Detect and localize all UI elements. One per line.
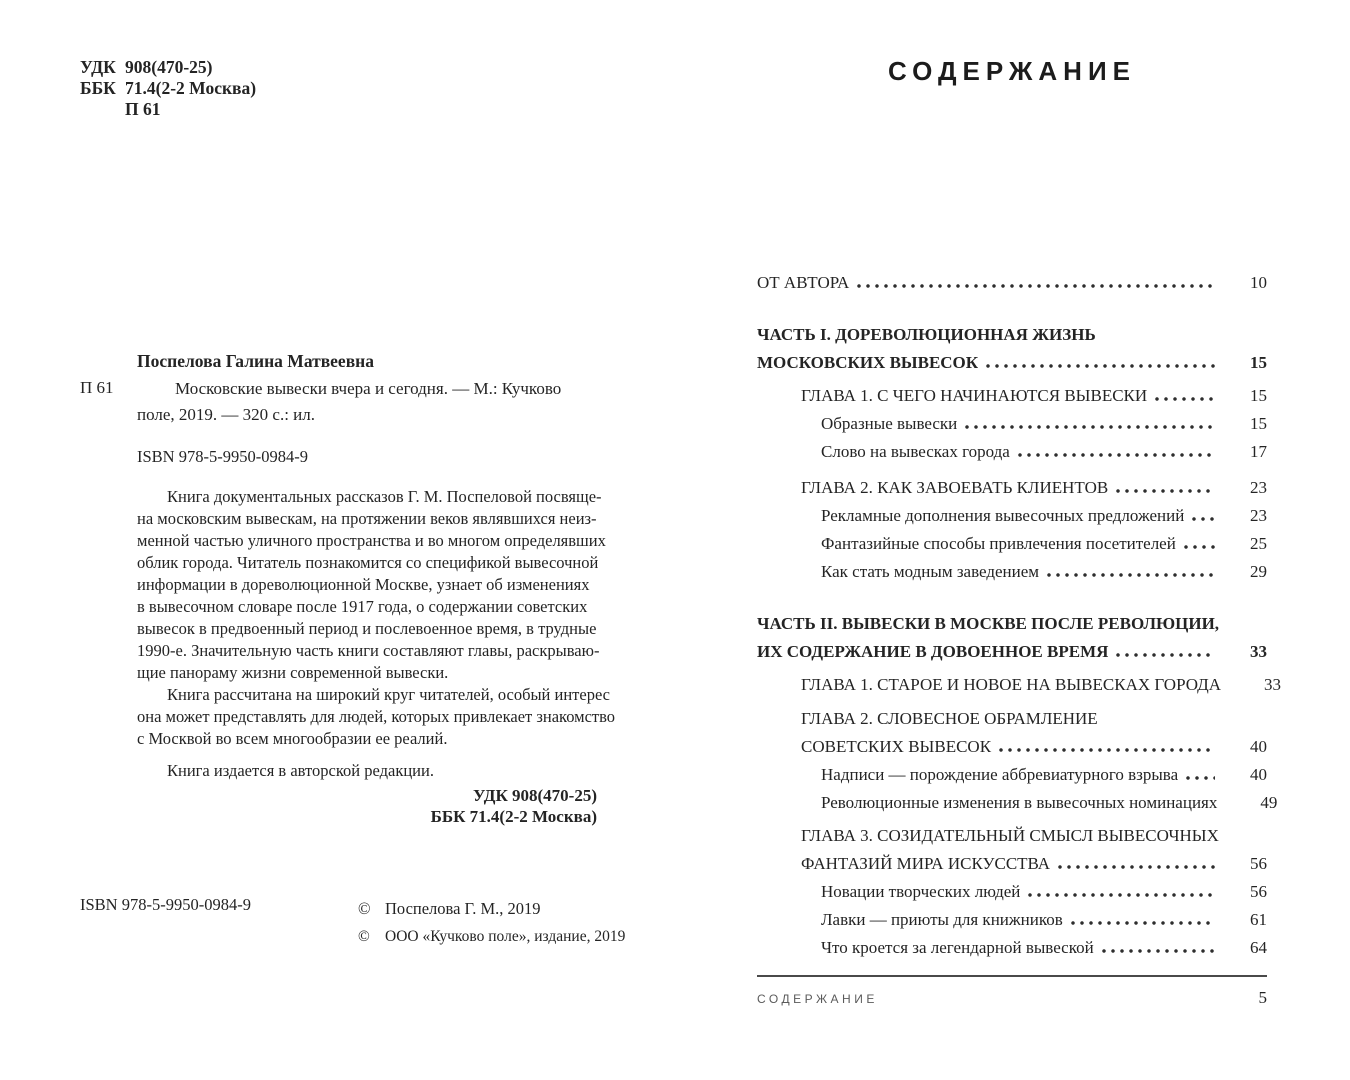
- page-right: [675, 0, 1350, 1080]
- annotation-line: Книга издается в авторской редакции.: [167, 761, 434, 780]
- toc-entry-label: СОВЕТСКИХ ВЫВЕСОК: [801, 737, 992, 756]
- dot-leader: [1116, 483, 1215, 493]
- table-of-contents: [757, 269, 1282, 962]
- copyright-line: [358, 923, 625, 951]
- toc-page-number: 40: [1250, 765, 1267, 784]
- toc-entry-label: Фантазийные способы привлечения посетителей: [821, 534, 1176, 553]
- dot-leader: [1102, 943, 1215, 953]
- toc-entry-part: [757, 321, 1267, 377]
- toc-page-number: 10: [1250, 273, 1267, 292]
- toc-entry-sub: [821, 530, 1267, 558]
- toc-entry-sub: [821, 934, 1267, 962]
- toc-entry-label: ГЛАВА 2. КАК ЗАВОЕВАТЬ КЛИЕНТОВ: [801, 478, 1109, 497]
- bbk-footer-line: ББК 71.4(2-2 Москва): [430, 807, 597, 826]
- toc-entry-sub: [821, 906, 1267, 934]
- dot-leader: [1192, 511, 1215, 521]
- annotation-line: она может представлять для людей, которых привлекает знакомство: [137, 707, 616, 726]
- annotation-line: вывесок в предвоенный период и послевоенное время, в трудные: [137, 619, 597, 638]
- udk-footer-block: [137, 785, 597, 827]
- author-name: Поспелова Галина Матвеевна: [137, 351, 374, 371]
- toc-entry-label: ГЛАВА 1. СТАРОЕ И НОВОЕ НА ВЫВЕСКАХ ГОРОДА: [801, 675, 1222, 694]
- page-footer: [757, 975, 1267, 1008]
- annotation-line: информации в дореволюционной Москве, узнает об изменениях: [137, 575, 590, 594]
- bbk-value: 71.4(2-2 Москва): [125, 78, 257, 98]
- copyright-block: [358, 895, 625, 951]
- annotation: [137, 486, 644, 782]
- isbn-bottom: ISBN 978-5-9950-0984-9: [80, 895, 251, 914]
- toc-page-number: 56: [1250, 882, 1267, 901]
- toc-entry-label: ЧАСТЬ I. ДОРЕВОЛЮЦИОННАЯ ЖИЗНЬ: [757, 325, 1096, 344]
- author-code: П 61: [125, 99, 161, 119]
- footer-running-title: СОДЕРЖАНИЕ: [757, 992, 878, 1006]
- toc-entry-label: Что кроется за легендарной вывеской: [821, 938, 1094, 957]
- dot-leader: [999, 742, 1215, 752]
- toc-entry-chapter: [801, 671, 1282, 699]
- toc-entry-label: Революционные изменения в вывесочных номинациях: [821, 793, 1218, 812]
- toc-entry-part: [757, 610, 1267, 666]
- toc-page-number: 25: [1250, 534, 1267, 553]
- catalog-line: поле, 2019. — 320 с.: ил.: [137, 405, 316, 424]
- catalog-line: Московские вывески вчера и сегодня. — М.: Кучково: [175, 379, 562, 398]
- toc-page-number: 17: [1250, 442, 1267, 461]
- toc-page-number: 40: [1250, 737, 1267, 756]
- toc-entry-sub: [821, 438, 1267, 466]
- toc-entry-label: ГЛАВА 1. С ЧЕГО НАЧИНАЮТСЯ ВЫВЕСКИ: [801, 386, 1148, 405]
- toc-entry-label: Рекламные дополнения вывесочных предложений: [821, 506, 1185, 525]
- udk-value: 908(470-25): [125, 57, 213, 77]
- annotation-line: на московским вывескам, на протяжении веков являвшихся неиз-: [137, 509, 597, 528]
- toc-entry-sub: [821, 502, 1267, 530]
- bbk-label: ББК: [80, 78, 116, 98]
- dot-leader: [1116, 647, 1215, 657]
- copyright-icon: ©: [358, 928, 370, 945]
- toc-entry-label: Надписи — порождение аббревиатурного взрыва: [821, 765, 1179, 784]
- toc-entry-label: Лавки — приюты для книжников: [821, 910, 1063, 929]
- toc-entry-sub: [821, 558, 1267, 586]
- imprint-row: [80, 99, 256, 120]
- udk-label: УДК: [80, 57, 116, 77]
- toc-entry-chapter: [801, 474, 1267, 502]
- dot-leader: [1071, 915, 1215, 925]
- footer-page-number: 5: [1258, 988, 1267, 1007]
- toc-page-number: 49: [1260, 793, 1278, 812]
- toc-entry-chapter: [801, 822, 1267, 878]
- annotation-line: Книга рассчитана на широкий круг читателей, особый интерес: [167, 685, 611, 704]
- annotation-line: щие панораму жизни современной вывески.: [137, 663, 449, 682]
- toc-entry: [757, 269, 1267, 297]
- dot-leader: [965, 419, 1215, 429]
- imprint-row: [80, 78, 256, 99]
- imprint-row: [80, 57, 256, 78]
- toc-entry-label: Слово на вывесках города: [821, 442, 1010, 461]
- dot-leader: [1047, 567, 1215, 577]
- dot-leader: [1028, 887, 1215, 897]
- toc-page-number: 15: [1250, 386, 1267, 405]
- toc-entry-sub: [821, 761, 1267, 789]
- dot-leader: [1184, 539, 1215, 549]
- toc-entry-chapter: [801, 705, 1267, 761]
- toc-page-number: 33: [1250, 642, 1267, 661]
- copyright-text: ООО «Кучково поле», издание, 2019: [385, 928, 626, 945]
- dot-leader: [857, 278, 1215, 288]
- copyright-line: [358, 895, 625, 923]
- dot-leader: [986, 358, 1215, 368]
- toc-entry-label: Как стать модным заведением: [821, 562, 1040, 581]
- toc-entry-label: МОСКОВСКИХ ВЫВЕСОК: [757, 353, 979, 372]
- dot-leader: [1155, 391, 1215, 401]
- toc-entry-label: ИХ СОДЕРЖАНИЕ В ДОВОЕННОЕ ВРЕМЯ: [757, 642, 1109, 661]
- toc-page-number: 15: [1250, 414, 1267, 433]
- toc-page-number: 23: [1250, 506, 1267, 525]
- catalog-code: П 61: [80, 378, 114, 397]
- toc-entry-label: ФАНТАЗИЙ МИРА ИСКУССТВА: [801, 854, 1051, 873]
- toc-entry-label: Новации творческих людей: [821, 882, 1021, 901]
- toc-page-number: 56: [1250, 854, 1267, 873]
- toc-entry-label: Образные вывески: [821, 414, 958, 433]
- toc-page-number: 23: [1250, 478, 1267, 497]
- annotation-line: 1990-е. Значительную часть книги составляют главы, раскрываю-: [137, 641, 600, 660]
- toc-entry-sub: [821, 789, 1278, 817]
- toc-entry-label: ГЛАВА 2. СЛОВЕСНОЕ ОБРАМЛЕНИЕ: [801, 709, 1098, 728]
- annotation-line: менной частью уличного пространства и во многом определявших: [137, 531, 606, 550]
- annotation-line: с Москвой во всем многообразии ее реалий.: [137, 729, 448, 748]
- isbn-top: ISBN 978-5-9950-0984-9: [137, 447, 308, 466]
- udk-footer-line: УДК 908(470-25): [472, 786, 597, 805]
- toc-entry-label: ЧАСТЬ II. ВЫВЕСКИ В МОСКВЕ ПОСЛЕ РЕВОЛЮЦИИ,: [757, 614, 1220, 633]
- toc-entry-label: ОТ АВТОРА: [757, 273, 850, 292]
- dot-leader: [1018, 447, 1215, 457]
- dot-leader: [1058, 859, 1215, 869]
- annotation-line: облик города. Читатель познакомится со спецификой вывесочной: [137, 553, 599, 572]
- toc-title: СОДЕРЖАНИЕ: [888, 56, 1136, 86]
- toc-page-number: 15: [1250, 353, 1267, 372]
- toc-page-number: 29: [1250, 562, 1267, 581]
- toc-page-number: 33: [1264, 675, 1282, 694]
- toc-entry-sub: [821, 410, 1267, 438]
- copyright-text: Поспелова Г. М., 2019: [385, 899, 541, 918]
- toc-page-number: 64: [1250, 938, 1267, 957]
- toc-page-number: 61: [1250, 910, 1267, 929]
- catalog-entry: [137, 376, 652, 428]
- annotation-line: в вывесочном словаре после 1917 года, о содержании советских: [137, 597, 588, 616]
- toc-entry-sub: [821, 878, 1267, 906]
- copyright-icon: ©: [358, 899, 371, 918]
- toc-entry-label: ГЛАВА 3. СОЗИДАТЕЛЬНЫЙ СМЫСЛ ВЫВЕСОЧНЫХ: [801, 826, 1219, 845]
- dot-leader: [1186, 770, 1215, 780]
- toc-entry-chapter: [801, 382, 1267, 410]
- imprint-block: [80, 57, 256, 120]
- annotation-line: Книга документальных рассказов Г. М. Поспеловой посвяще-: [167, 487, 602, 506]
